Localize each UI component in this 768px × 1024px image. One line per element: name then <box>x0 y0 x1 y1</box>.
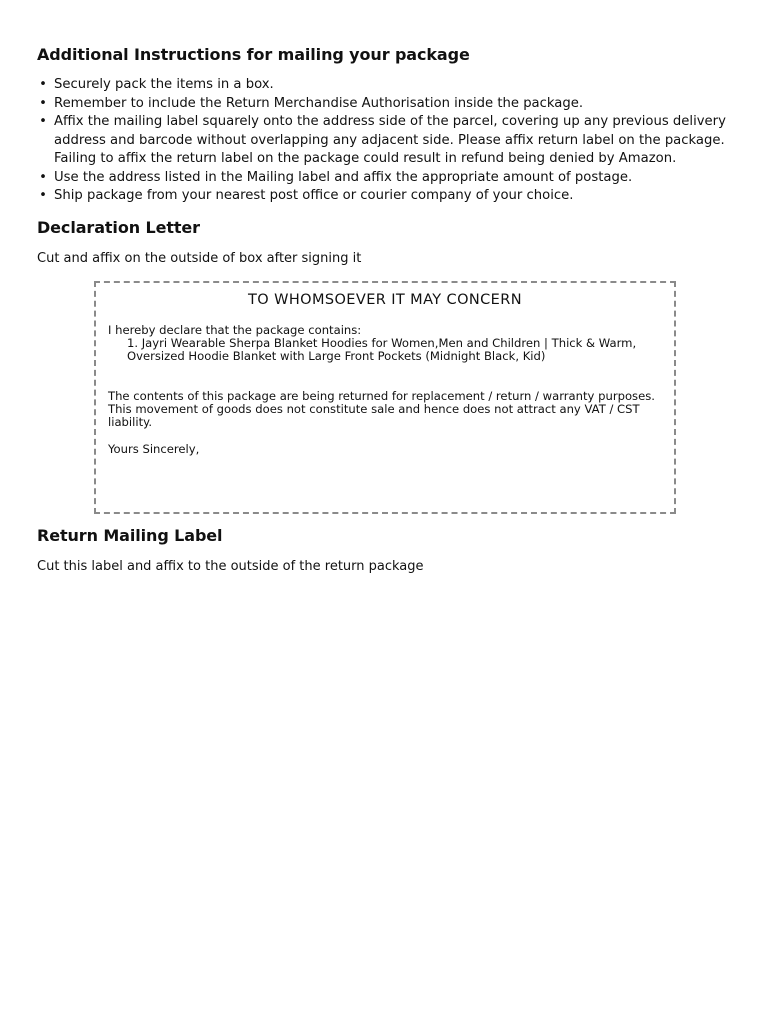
declaration-subtext: Cut and affix on the outside of box after signing it <box>37 251 362 266</box>
list-item <box>39 95 744 114</box>
list-item <box>39 76 744 95</box>
bullet-icon: • <box>39 188 47 203</box>
letter-signoff: Yours Sincerely, <box>108 442 200 456</box>
list-item-text: Remember to include the Return Merchandise Authorisation inside the package. <box>54 95 584 111</box>
letter-item-number: 1. <box>127 336 139 350</box>
list-item-text: Securely pack the items in a box. <box>54 77 274 92</box>
list-item <box>39 113 744 169</box>
declaration-letter <box>94 281 676 514</box>
bullet-icon: • <box>39 169 47 185</box>
instructions-list <box>37 76 744 206</box>
list-item-text: Affix the mailing label squarely onto the address side of the parcel, covering up any previous delivery address and barcode without overlapping any adjacent side. Please affix return label on the package. Failing to affix the return label on the package could result in refund being denied by Amazon. <box>54 114 726 166</box>
list-item-text: Ship package from your nearest post office or courier company of your choice. <box>54 188 574 203</box>
instructions-heading: Additional Instructions for mailing your package <box>37 45 470 64</box>
letter-item <box>108 337 663 363</box>
declaration-heading: Declaration Letter <box>37 218 200 237</box>
return-label-heading: Return Mailing Label <box>37 526 223 545</box>
list-item <box>39 187 744 206</box>
bullet-icon: • <box>39 114 47 129</box>
letter-declaration-line: I hereby declare that the package contains: <box>108 323 362 337</box>
letter-title: TO WHOMSOEVER IT MAY CONCERN <box>248 292 522 308</box>
letter-item-text: Jayri Wearable Sherpa Blanket Hoodies for Women,Men and Children | Thick & Warm, Oversized Hoodie Blanket with Large Front Pockets (Midnight Black, Kid) <box>127 336 637 363</box>
list-item-text: Use the address listed in the Mailing label and affix the appropriate amount of postage. <box>54 169 633 185</box>
letter-contents-paragraph: The contents of this package are being returned for replacement / return / warranty purposes. This movement of goods does not constitute sale and hence does not attract any VAT / CST liability. <box>108 389 655 429</box>
bullet-icon: • <box>39 77 47 92</box>
bullet-icon: • <box>39 95 47 111</box>
list-item <box>39 169 744 188</box>
return-label-subtext: Cut this label and affix to the outside of the return package <box>37 559 424 574</box>
